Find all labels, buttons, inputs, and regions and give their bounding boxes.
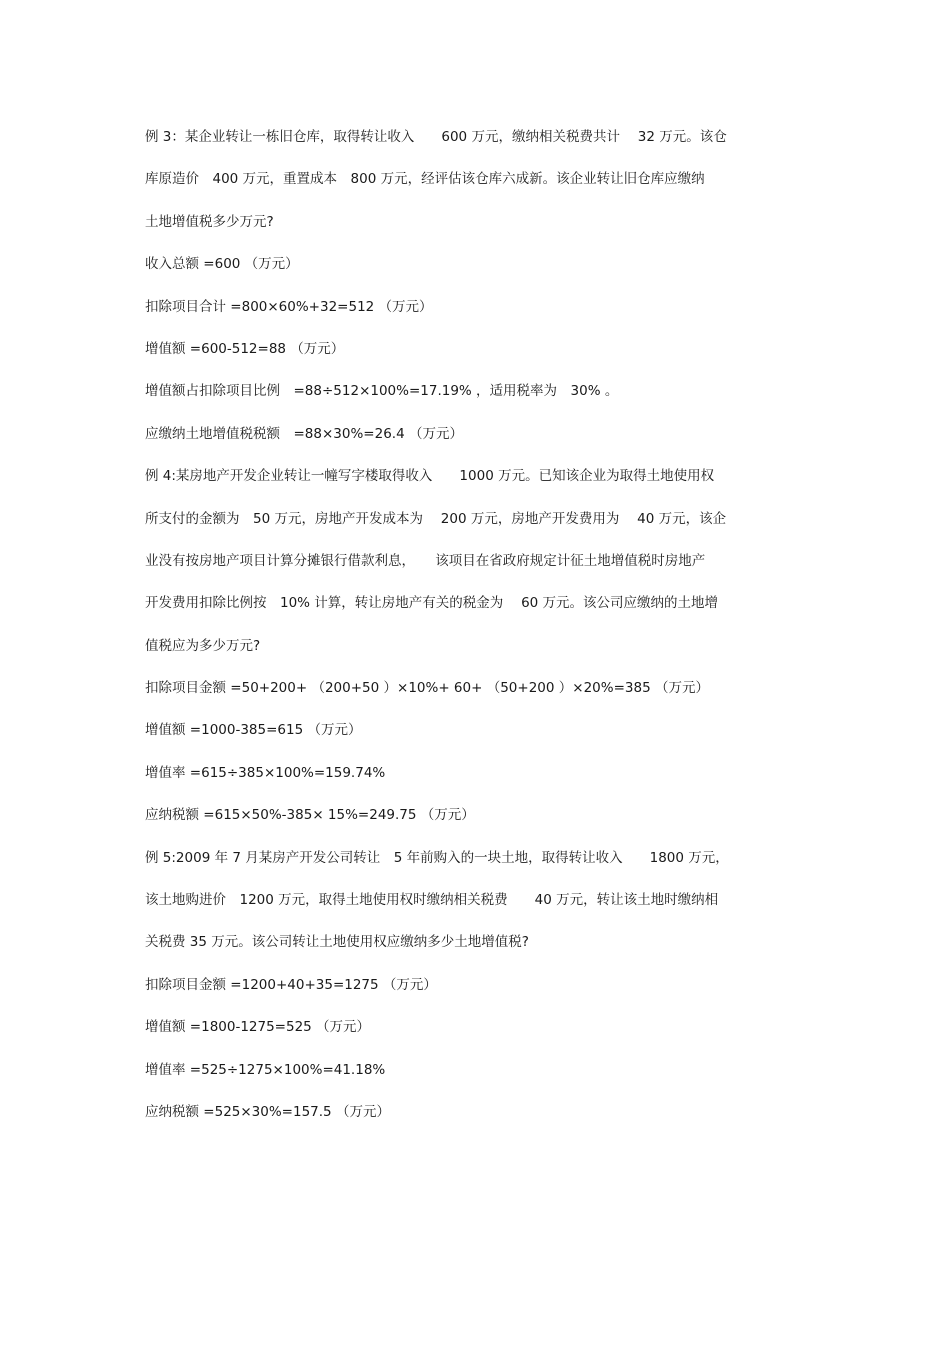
text-line: 应纳税额 =525×30%=157.5 （万元） xyxy=(145,1103,390,1120)
text-line: 增值额 =1800-1275=525 （万元） xyxy=(145,1019,371,1036)
text-line: 例 4:某房地产开发企业转让一幢写字楼取得收入 1000 万元。已知该企业为取得土地使用权 xyxy=(145,468,715,485)
text-line: 库原造价 400 万元，重置成本 800 万元，经评估该仓库六成新。该企业转让旧仓库应缴纳 xyxy=(145,171,705,188)
text-line: 例 5:2009 年 7 月某房产开发公司转让 5 年前购入的一块土地，取得转让收入 1800 万元， xyxy=(145,849,729,866)
text-line: 增值额占扣除项目比例 =88÷512×100%=17.19% ，适用税率为 30% 。 xyxy=(145,383,619,400)
text-line: 值税应为多少万元? xyxy=(145,637,261,654)
text-line: 应缴纳土地增值税税额 =88×30%=26.4 （万元） xyxy=(145,425,463,442)
text-line: 应纳税额 =615×50%-385× 15%=249.75 （万元） xyxy=(145,807,475,824)
text-line: 收入总额 =600 （万元） xyxy=(145,256,299,273)
text-line: 土地增值税多少万元? xyxy=(145,213,274,230)
document-body xyxy=(145,125,815,1142)
text-line: 例 3：某企业转让一栋旧仓库，取得转让收入 600 万元，缴纳相关税费共计 32 万元。该仓 xyxy=(145,129,727,145)
text-line: 所支付的金额为 50 万元，房地产开发成本为 200 万元，房地产开发费用为 40 万元，该企 xyxy=(145,510,727,527)
text-line: 开发费用扣除比例按 10% 计算，转让房地产有关的税金为 60 万元。该公司应缴纳的土地增 xyxy=(145,595,719,612)
text-line: 关税费 35 万元。该公司转让土地使用权应缴纳多少土地增值税? xyxy=(145,934,529,951)
text-line: 扣除项目金额 =50+200+ （200+50 ）×10%+ 60+ （50+200 ）×20%=385 （万元） xyxy=(145,680,709,697)
text-line: 增值额 =1000-385=615 （万元） xyxy=(145,722,362,739)
text-line: 增值率 =525÷1275×100%=41.18% xyxy=(145,1061,386,1078)
text-line: 增值率 =615÷385×100%=159.74% xyxy=(145,764,386,781)
text-line: 业没有按房地产项目计算分摊银行借款利息， 该项目在省政府规定计征土地增值税时房地产 xyxy=(145,552,706,569)
text-line: 扣除项目合计 =800×60%+32=512 （万元） xyxy=(145,298,433,315)
text-line: 该土地购进价 1200 万元，取得土地使用权时缴纳相关税费 40 万元，转让该土地时缴纳相 xyxy=(145,892,719,909)
text-line: 扣除项目金额 =1200+40+35=1275 （万元） xyxy=(145,976,437,993)
text-line: 增值额 =600-512=88 （万元） xyxy=(145,340,345,357)
